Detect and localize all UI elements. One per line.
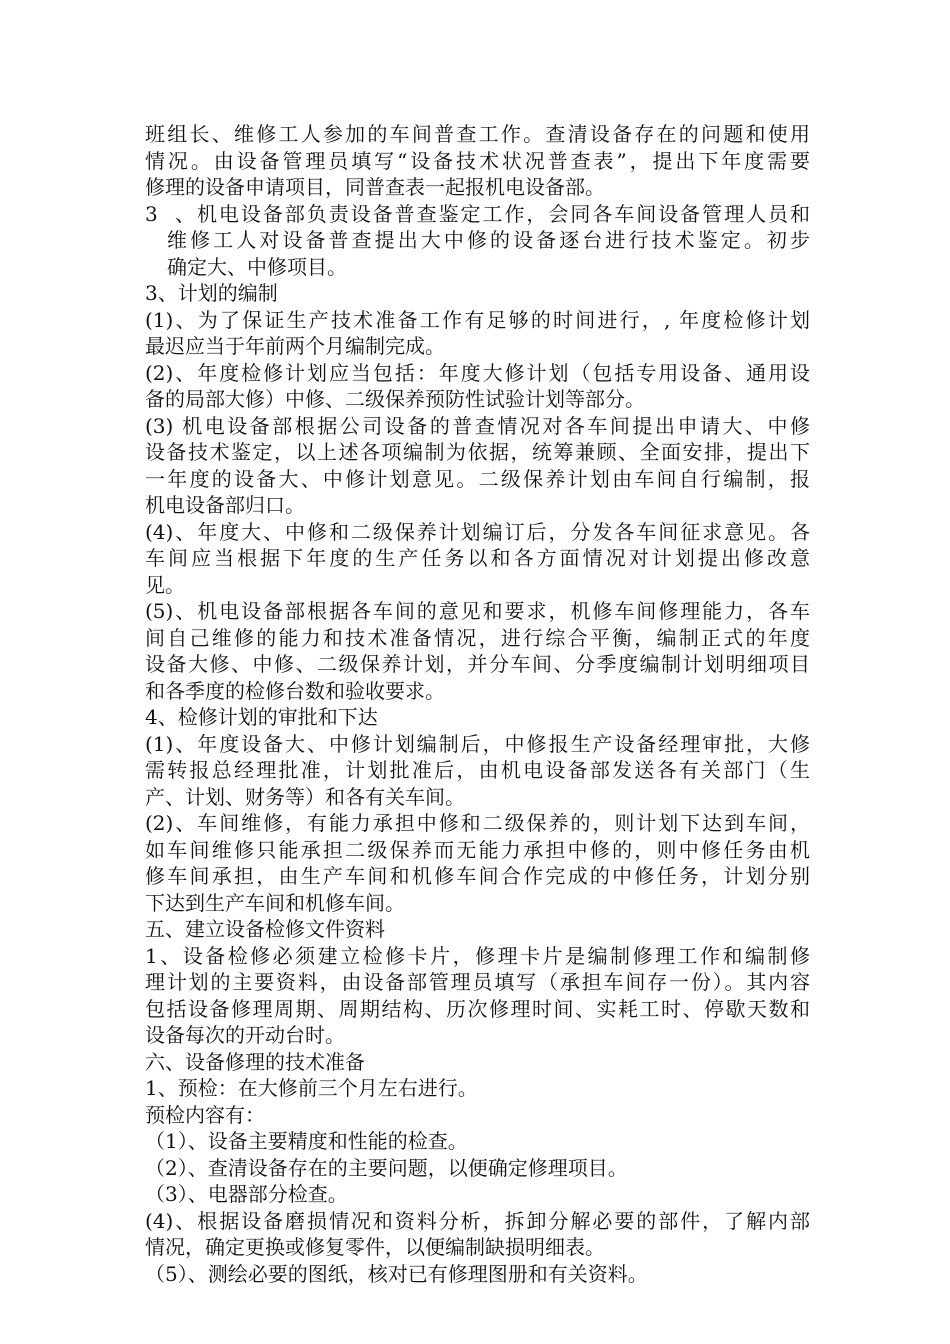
text-line: 维修工人对设备普查提出大中修的设备逐台进行技术鉴定。初步: [167, 228, 810, 252]
text-line: 机电设备部归口。: [145, 493, 305, 517]
text-line: 修车间承担，由生产车间和机修车间合作完成的中修任务，计划分别: [145, 864, 810, 888]
paragraph: [145, 201, 810, 281]
text-line: 六、设备修理的技术准备: [145, 1049, 365, 1074]
text-line: (3) 机电设备部根据公司设备的普查情况对各车间提出申请大、中修: [145, 413, 810, 438]
paragraph: [145, 1155, 810, 1182]
paragraph: [145, 360, 810, 413]
paragraph: [145, 598, 810, 704]
text-line: 如车间维修只能承担二级保养而无能力承担中修的，则中修任务由机: [145, 837, 810, 862]
text-line: 情况。由设备管理员填写“设备技术状况普查表”，提出下年度需要: [145, 148, 810, 173]
paragraph: [145, 280, 810, 307]
text-line: 确定大、中修项目。: [167, 254, 347, 279]
text-line: 需转报总经理批准，计划批准后，由机电设备部发送各有关部门（生: [145, 758, 810, 782]
text-line: (2)、车间维修，有能力承担中修和二级保养的，则计划下达到车间，: [145, 811, 810, 835]
text-line: 备的局部大修）中修、二级保养预防性试验计划等部分。: [145, 387, 645, 411]
text-line: (5)、机电设备部根据各车间的意见和要求，机修车间修理能力，各车: [145, 599, 810, 623]
text-line: 1、预检：在大修前三个月左右进行。: [145, 1076, 478, 1100]
text-line: (1)、年度设备大、中修计划编制后，中修报生产设备经理审批，大修: [145, 731, 810, 756]
text-line: 预检内容有：: [145, 1102, 265, 1127]
text-line: （2）、查清设备存在的主要问题，以便确定修理项目。: [145, 1155, 628, 1180]
text-line: 设备大修、中修、二级保养计划，并分车间、分季度编制计划明细项目: [145, 652, 810, 676]
paragraph: [145, 1181, 810, 1208]
text-line: 下达到生产车间和机修车间。: [145, 890, 405, 915]
text-line: 理计划的主要资料，由设备部管理员填写（承担车间存一份）。其内容: [145, 970, 810, 994]
text-line: 产、计划、财务等）和各有关车间。: [145, 784, 465, 809]
text-line: 4、检修计划的审批和下达: [145, 705, 378, 729]
text-line: 3、计划的编制: [145, 281, 278, 305]
text-line: 间自己维修的能力和技术准备情况，进行综合平衡，编制正式的年度: [145, 625, 810, 650]
paragraph: [145, 1102, 810, 1129]
text-line: 和各季度的检修台数和验收要求。: [145, 678, 445, 703]
paragraph: [145, 413, 810, 519]
text-line: (4)、年度大、中修和二级保养计划编订后，分发各车间征求意见。各: [145, 519, 810, 544]
text-line: 最迟应当于年前两个月编制完成。: [145, 334, 445, 358]
text-line: 包括设备修理周期、周期结构、历次修理时间、实耗工时、停歇天数和: [145, 996, 810, 1021]
text-line: 一年度的设备大、中修计划意见。二级保养计划由车间自行编制，报: [145, 466, 810, 491]
paragraph: [145, 307, 810, 360]
text-line: （3）、电器部分检查。: [145, 1182, 348, 1206]
paragraph: [145, 731, 810, 811]
document-body: [145, 121, 810, 1287]
text-line: 班组长、维修工人参加的车间普查工作。查清设备存在的问题和使用: [145, 122, 810, 146]
paragraph: [145, 1049, 810, 1076]
text-line: (1)、为了保证生产技术准备工作有足够的时间进行，, 年度检修计划: [145, 307, 810, 332]
text-line: (2)、年度检修计划应当包括：年度大修计划（包括专用设备、通用设: [145, 360, 810, 385]
item-text: 、机电设备部负责设备普查鉴定工作，会同各车间设备管理人员和: [175, 201, 810, 226]
text-line: [145, 201, 810, 228]
paragraph: [145, 810, 810, 916]
text-line: 五、建立设备检修文件资料: [145, 917, 385, 941]
paragraph: [145, 121, 810, 201]
item-number: 3: [145, 201, 158, 226]
paragraph: [145, 1128, 810, 1155]
paragraph: [145, 704, 810, 731]
text-line: 设备技术鉴定，以上述各项编制为依据，统筹兼顾、全面安排，提出下: [145, 440, 810, 464]
paragraph: [145, 519, 810, 599]
paragraph: [145, 1261, 810, 1288]
text-line: 设备每次的开动台时。: [145, 1023, 345, 1047]
paragraph: [145, 1208, 810, 1261]
paragraph: [145, 943, 810, 1049]
text-line: 车间应当根据下年度的生产任务以和各方面情况对计划提出修改意: [145, 546, 810, 570]
text-line: （5）、测绘必要的图纸，核对已有修理图册和有关资料。: [145, 1261, 648, 1286]
text-line: （1）、设备主要精度和性能的检查。: [145, 1129, 468, 1153]
text-line: 1、设备检修必须建立检修卡片，修理卡片是编制修理工作和编制修: [145, 943, 810, 968]
paragraph: [145, 916, 810, 943]
text-line: 情况，确定更换或修复零件，以便编制缺损明细表。: [145, 1235, 605, 1259]
text-line: 见。: [145, 572, 185, 597]
text-line: 修理的设备申请项目，同普查表一起报机电设备部。: [145, 175, 605, 199]
paragraph: [145, 1075, 810, 1102]
text-line: (4)、根据设备磨损情况和资料分析，拆卸分解必要的部件，了解内部: [145, 1208, 810, 1233]
